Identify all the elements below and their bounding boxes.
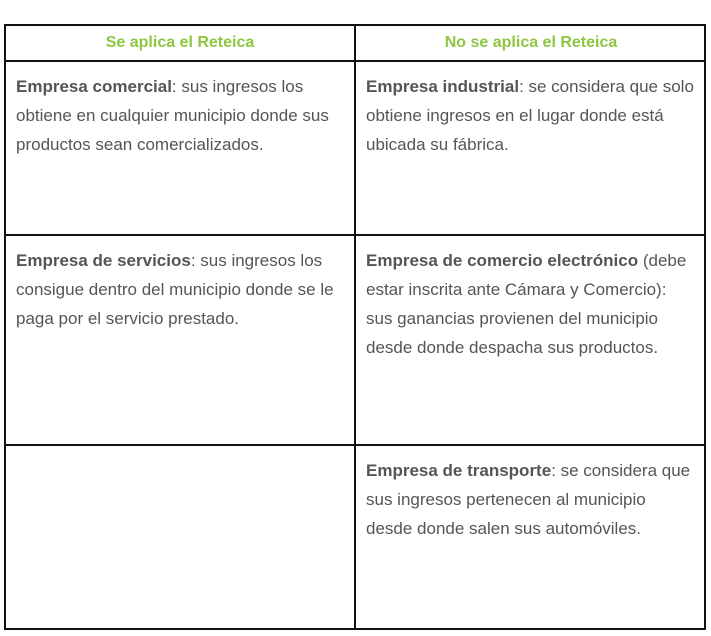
header-applies bbox=[6, 26, 356, 62]
company-type-term: Empresa de transporte bbox=[366, 461, 552, 480]
table-cell-comercio-electronico bbox=[356, 236, 706, 446]
table-cell-comercial bbox=[6, 62, 356, 236]
company-type-term: Empresa industrial bbox=[366, 77, 520, 96]
table-cell-transporte bbox=[356, 446, 706, 628]
table-cell-empty bbox=[6, 446, 356, 628]
header-not-applies bbox=[356, 26, 706, 62]
table-cell-servicios bbox=[6, 236, 356, 446]
header-applies-label: Se aplica el Reteica bbox=[105, 34, 255, 51]
reteica-comparison-table bbox=[4, 24, 706, 630]
company-type-term: Empresa comercial bbox=[16, 77, 172, 96]
company-type-description: : se considera que sus ingresos pertenecen al municipio desde donde salen sus automóviles. bbox=[366, 461, 691, 538]
table-cell-industrial bbox=[356, 62, 706, 236]
header-not-applies-label: No se aplica el Reteica bbox=[444, 34, 618, 51]
company-type-description: (debe estar inscrita ante Cámara y Comercio): sus ganancias provienen del municipio desde donde despacha sus productos. bbox=[366, 251, 687, 357]
company-type-description: : se considera que solo obtiene ingresos en el lugar donde está ubicada su fábrica. bbox=[366, 77, 694, 154]
company-type-term: Empresa de comercio electrónico bbox=[366, 251, 639, 270]
company-type-term: Empresa de servicios bbox=[16, 251, 191, 270]
company-type-description: : sus ingresos los consigue dentro del municipio donde se le paga por el servicio prestado. bbox=[16, 251, 334, 328]
company-type-description: : sus ingresos los obtiene en cualquier municipio donde sus productos sean comercializados. bbox=[16, 77, 329, 154]
